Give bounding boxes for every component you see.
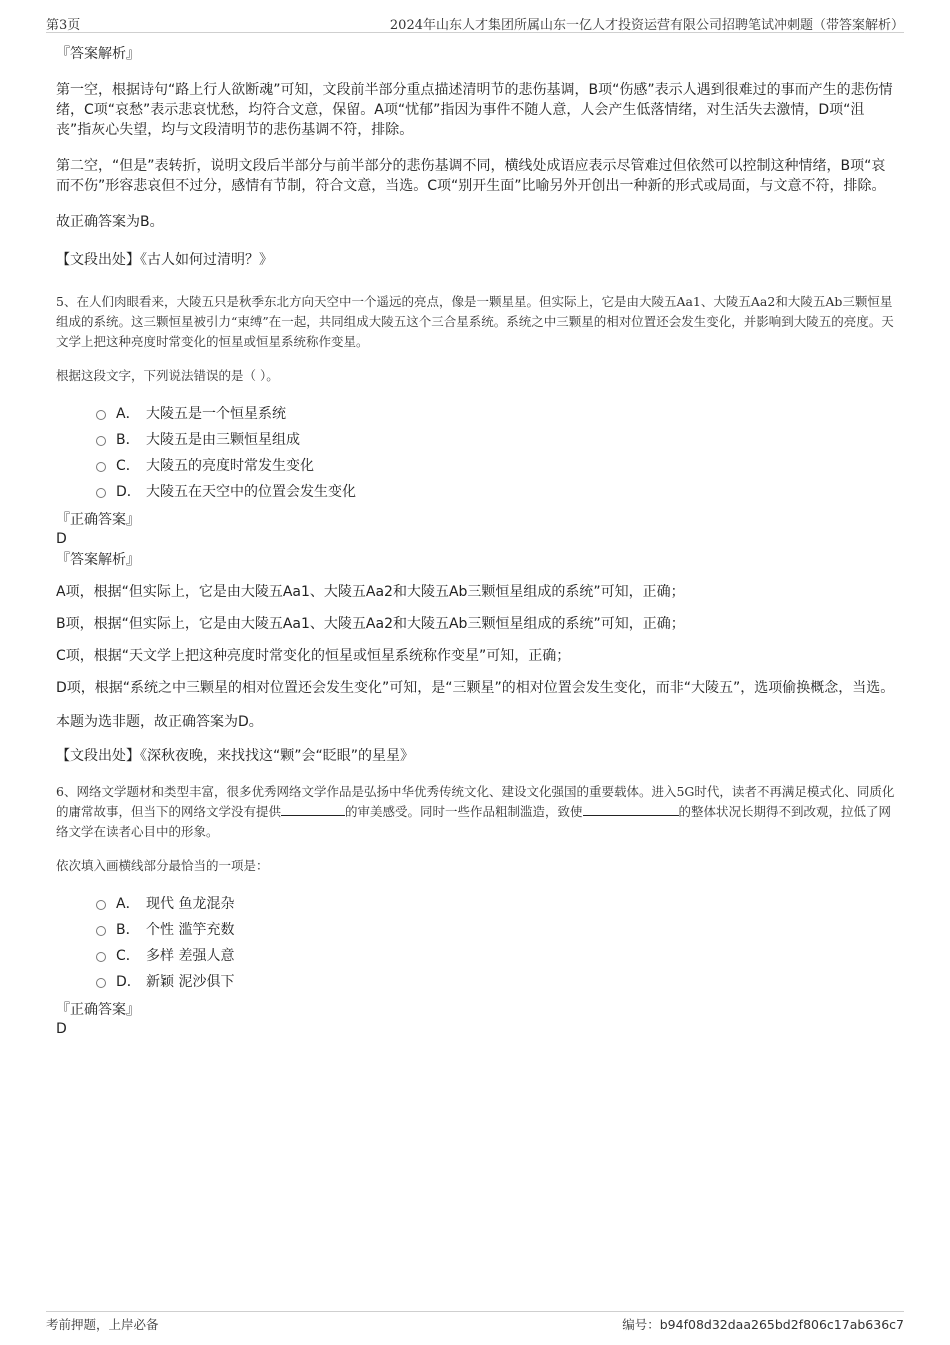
option-text: 大陵五的亮度时常发生变化 <box>146 458 314 474</box>
page-header <box>46 12 904 33</box>
option-text: 大陵五在天空中的位置会发生变化 <box>146 484 356 500</box>
radio-icon[interactable] <box>96 436 106 446</box>
radio-icon[interactable] <box>96 900 106 910</box>
document-code: 编号：b94f08d32daa265bd2f806c17ab636c7 <box>622 1317 904 1332</box>
q6-correct-answer: D <box>56 1021 67 1037</box>
q5-correct-answer: D <box>56 531 67 547</box>
option-letter: C． <box>116 458 140 474</box>
q5-conclusion: 本题为选非题，故正确答案为D。 <box>56 714 263 730</box>
q6-correct-label: 『正确答案』 <box>56 1002 140 1018</box>
document-title: 2024年山东人才集团所属山东一亿人才投资运营有限公司招聘笔试冲刺题（带答案解析） <box>389 18 904 33</box>
option-text: 多样 差强人意 <box>146 948 235 964</box>
q4-analysis-paragraph: 第二空，“但是”表转折，说明文段后半部分与前半部分的悲伤基调不同，横线处成语应表示尽管难过但依然可以控制这种情绪，B项“哀而不伤”形容悲哀但不过分，感情有节制，符合文意，当选。C项“别开生面”比喻另外开创出一种新的形式或局面，与文意不符，排除。 <box>56 158 886 194</box>
q5-option-a[interactable] <box>96 400 898 426</box>
q5-analysis-a: A项，根据“但实际上，它是由大陵五Aa1、大陵五Aa2和大陵五Ab三颗恒星组成的系统”可知，正确； <box>56 584 685 600</box>
option-letter: C． <box>116 948 140 964</box>
option-text: 大陵五是由三颗恒星组成 <box>146 432 300 448</box>
radio-icon[interactable] <box>96 952 106 962</box>
option-text: 现代 鱼龙混杂 <box>146 896 235 912</box>
option-letter: B． <box>116 432 140 448</box>
q6-stem <box>56 782 898 842</box>
q6-prompt: 依次填入画横线部分最恰当的一项是： <box>56 858 269 873</box>
page-number: 第3页 <box>46 18 81 33</box>
option-letter: A． <box>116 896 140 912</box>
option-text: 大陵五是一个恒星系统 <box>146 406 286 422</box>
question-5 <box>56 292 898 766</box>
radio-icon[interactable] <box>96 410 106 420</box>
radio-icon[interactable] <box>96 978 106 988</box>
q5-option-d[interactable] <box>96 478 898 504</box>
q6-option-c[interactable] <box>96 942 898 968</box>
option-text: 个性 滥竽充数 <box>146 922 235 938</box>
q6-option-b[interactable] <box>96 916 898 942</box>
q5-analysis-c: C项，根据“天文学上把这种亮度时常变化的恒星或恒星系统称作变星”可知，正确； <box>56 648 571 664</box>
q6-option-d[interactable] <box>96 968 898 994</box>
q5-prompt: 根据这段文字，下列说法错误的是（ ）。 <box>56 368 279 383</box>
q5-analysis-b: B项，根据“但实际上，它是由大陵五Aa1、大陵五Aa2和大陵五Ab三颗恒星组成的系统”可知，正确； <box>56 616 685 632</box>
q4-analysis-section <box>56 44 898 270</box>
option-letter: B． <box>116 922 140 938</box>
q6-stem-part-2: 的审美感受。同时一些作品粗制滥造，致使 <box>345 804 583 819</box>
option-letter: A． <box>116 406 140 422</box>
q6-option-a[interactable] <box>96 890 898 916</box>
radio-icon[interactable] <box>96 488 106 498</box>
q5-option-c[interactable] <box>96 452 898 478</box>
q4-analysis-paragraph: 第一空，根据诗句“路上行人欲断魂”可知，文段前半部分重点描述清明节的悲伤基调，B项“伤感”表示人遇到很难过的事而产生的悲伤情绪，C项“哀愁”表示悲哀忧愁，均符合文意，保留。A项“忧郁”指因为事件不随人意，人会产生低落情绪，对生活失去激情，D项“沮丧”指灰心失望，均与文段清明节的悲伤基调不符，排除。 <box>56 82 893 138</box>
option-letter: D． <box>116 974 141 990</box>
radio-icon[interactable] <box>96 926 106 936</box>
option-text: 新颖 泥沙俱下 <box>146 974 235 990</box>
q5-source: 【文段出处】《深秋夜晚，来找找这“颗”会“眨眼”的星星》 <box>56 748 415 764</box>
q5-options <box>96 400 898 504</box>
fill-blank-1 <box>281 803 345 816</box>
q5-correct-label: 『正确答案』 <box>56 512 140 528</box>
page-footer <box>46 1311 904 1334</box>
fill-blank-2 <box>583 803 679 816</box>
question-6 <box>56 782 898 1038</box>
q5-analysis-d: D项，根据“系统之中三颗星的相对位置还会发生变化”可知，是“三颗星”的相对位置会发生变化，而非“大陵五”，选项偷换概念，当选。 <box>56 680 895 696</box>
q6-stem-part-3: 的整体状况长期得不到改观，拉低了网络文学在读者心目中的形象。 <box>56 804 892 839</box>
q5-option-b[interactable] <box>96 426 898 452</box>
q4-analysis-label: 『答案解析』 <box>56 46 140 62</box>
q6-stem-part-1: 6、网络文学题材和类型丰富，很多优秀网络文学作品是弘扬中华优秀传统文化、建设文化强国的重要载体。进入5G时代，读者不再满足模式化、同质化的庸常故事，但当下的网络文学没有提供 <box>56 784 895 819</box>
page-content <box>56 44 898 1038</box>
q4-source: 【文段出处】《古人如何过清明？》 <box>56 252 273 268</box>
q6-options <box>96 890 898 994</box>
q5-analysis-label: 『答案解析』 <box>56 552 140 568</box>
q5-stem: 5、在人们肉眼看来，大陵五只是秋季东北方向天空中一个遥远的亮点，像是一颗星星。但实际上，它是由大陵五Aa1、大陵五Aa2和大陵五Ab三颗恒星组成的系统。这三颗恒星被引力“束缚”在一起，共同组成大陵五这个三合星系统。系统之中三颗星的相对位置还会发生变化，并影响到大陵五的亮度。天文学上把这种亮度时常变化的恒星或恒星系统称作变星。 <box>56 294 894 349</box>
radio-icon[interactable] <box>96 462 106 472</box>
footer-slogan: 考前押题，上岸必备 <box>46 1317 159 1332</box>
option-letter: D． <box>116 484 141 500</box>
q4-conclusion: 故正确答案为B。 <box>56 214 164 230</box>
